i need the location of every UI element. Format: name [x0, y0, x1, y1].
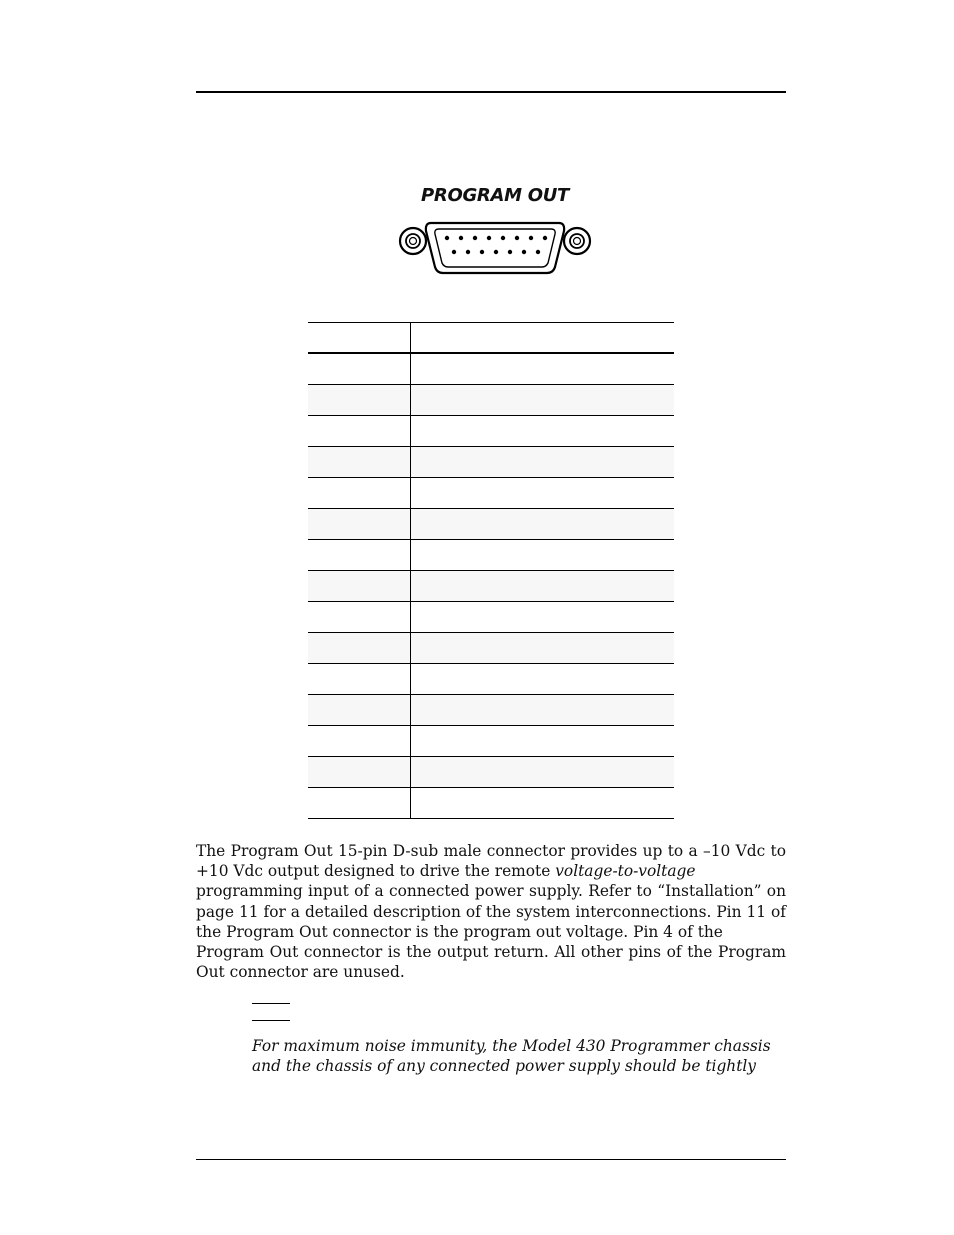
note-rule-bottom [252, 1020, 290, 1021]
table-cell [411, 385, 675, 416]
table-cell [411, 788, 675, 819]
table-cell [308, 385, 411, 416]
table-cell [308, 416, 411, 447]
note-rule-top [252, 1003, 290, 1004]
table-cell [411, 726, 675, 757]
table-cell [308, 788, 411, 819]
table-cell [411, 602, 675, 633]
table-cell [308, 353, 411, 385]
emphasis-text: voltage-to-voltage [555, 862, 696, 881]
table-row [308, 788, 674, 819]
paragraph-line: page 11 for a detailed description of the system interconnections. Pin 11 of [196, 902, 786, 921]
table-row [308, 416, 674, 447]
table-cell [411, 447, 675, 478]
table-row [308, 447, 674, 478]
table-row [308, 633, 674, 664]
connector-figure [395, 185, 595, 280]
table-cell [411, 695, 675, 726]
table-cell [411, 664, 675, 695]
table-cell [411, 478, 675, 509]
table-header-row [308, 323, 674, 354]
table-cell [308, 757, 411, 788]
paragraph-line: programming input of a connected power supply. Refer to “Installation” on [196, 882, 786, 901]
table-cell [308, 695, 411, 726]
table-cell [411, 416, 675, 447]
table-row [308, 571, 674, 602]
paragraph-line: The Program Out 15-pin D-sub male connector provides up to a –10 Vdc to [196, 842, 786, 860]
db15-male-connector-icon [395, 215, 595, 277]
table-cell [308, 447, 411, 478]
table-row [308, 353, 674, 385]
table-row [308, 602, 674, 633]
paragraph-line: the Program Out connector is the program out voltage. Pin 4 of the [196, 922, 723, 941]
table-cell [308, 633, 411, 664]
table-cell [308, 509, 411, 540]
table-row [308, 478, 674, 509]
table-row [308, 726, 674, 757]
table-cell [411, 633, 675, 664]
header-cell-pin [308, 323, 411, 354]
table-row [308, 757, 674, 788]
program-out-description [196, 841, 786, 982]
note-line: and the chassis of any connected power supply should be tightly [252, 1057, 757, 1076]
table-cell [411, 540, 675, 571]
table-cell [411, 353, 675, 385]
footer-rule [196, 1159, 786, 1160]
table-cell [308, 571, 411, 602]
header-rule [196, 91, 786, 93]
note-text [252, 1036, 786, 1076]
table-cell [411, 509, 675, 540]
table-row [308, 695, 674, 726]
connector-label: PROGRAM OUT [421, 185, 569, 206]
table-row [308, 509, 674, 540]
table-row [308, 664, 674, 695]
table-cell [411, 571, 675, 602]
paragraph-line [196, 861, 786, 881]
table-cell [308, 478, 411, 509]
table-cell [308, 664, 411, 695]
table-cell [308, 540, 411, 571]
note-line: For maximum noise immunity, the Model 430 Programmer chassis [252, 1037, 771, 1055]
table-row [308, 540, 674, 571]
paragraph-line: Program Out connector is the output return. All other pins of the Program [196, 943, 786, 962]
header-cell-function [411, 323, 675, 354]
table-cell [411, 757, 675, 788]
pin-assignment-table [308, 322, 674, 819]
table-cell [308, 726, 411, 757]
paragraph-text: +10 Vdc output designed to drive the remote [196, 862, 556, 881]
paragraph-line: Out connector are unused. [196, 963, 405, 982]
table-row [308, 385, 674, 416]
table-cell [308, 602, 411, 633]
